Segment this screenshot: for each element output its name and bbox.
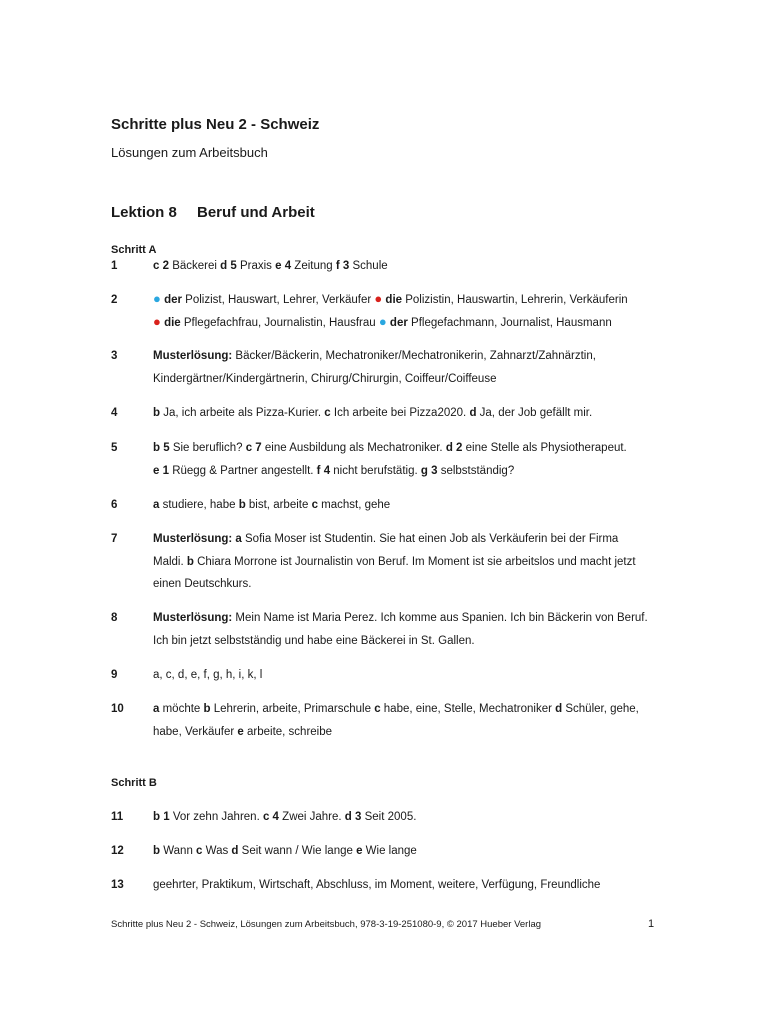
exercise-number: 9 (111, 669, 118, 681)
subtitle: Lösungen zum Arbeitsbuch (111, 145, 268, 160)
book-title: Schritte plus Neu 2 - Schweiz (111, 116, 320, 133)
exercise-number: 2 (111, 294, 118, 306)
lektion-number: Lektion 8 (111, 204, 177, 221)
exercise-text: Musterlösung: Bäcker/Bäckerin, Mechatroniker/Mechatronikerin, Zahnarzt/Zahnärztin, Kindergärtner/Kindergärtnerin, Chirurg/Chirurgin, Coiffeur/Coiffeuse (153, 350, 596, 385)
exercise-4 (111, 402, 651, 425)
exercise-text: b Wann c Was d Seit wann / Wie lange e Wie lange (153, 845, 417, 857)
exercise-number: 1 (111, 260, 118, 272)
exercise-number: 11 (111, 811, 124, 823)
exercise-number: 13 (111, 879, 124, 891)
exercise-5 (111, 437, 651, 482)
exercise-text: b Ja, ich arbeite als Pizza-Kurier. c Ich arbeite bei Pizza2020. d Ja, der Job gefällt mir. (153, 407, 593, 419)
exercise-number: 12 (111, 845, 124, 857)
exercise-text: c 2 Bäckerei d 5 Praxis e 4 Zeitung f 3 Schule (153, 260, 388, 272)
exercise-text: b 5 Sie beruflich? c 7 eine Ausbildung als Mechatroniker. d 2 eine Stelle als Physiotherapeut. e 1 Rüegg & Partner angestellt. f 4 nicht berufstätig. g 3 selbstständig? (153, 442, 627, 477)
lektion-title: Beruf und Arbeit (197, 204, 315, 221)
exercise-text: geehrter, Praktikum, Wirtschaft, Abschluss, im Moment, weitere, Verfügung, Freundliche (153, 879, 601, 891)
exercise-6 (111, 494, 651, 517)
exercise-3 (111, 345, 651, 390)
exercise-10 (111, 698, 651, 743)
exercise-number: 10 (111, 703, 124, 715)
exercise-text: ● der Polizist, Hauswart, Lehrer, Verkäufer ● die Polizistin, Hauswartin, Lehrerin, Verkäuferin ● die Pflegefachfrau, Journalistin, Hausfrau ● der Pflegefachmann, Journalist, Hausmann (153, 291, 628, 329)
exercise-number: 3 (111, 350, 118, 362)
exercise-13 (111, 874, 651, 897)
section-title-schritt-b: Schritt B (111, 777, 157, 789)
red-dot-icon: ● (374, 291, 383, 306)
exercise-text: a, c, d, e, f, g, h, i, k, l (153, 669, 263, 681)
exercise-text: a studiere, habe b bist, arbeite c machst, gehe (153, 499, 391, 511)
exercise-7 (111, 528, 651, 596)
exercise-number: 8 (111, 612, 118, 624)
exercise-number: 7 (111, 533, 118, 545)
exercise-2 (111, 289, 651, 334)
lektion-heading (111, 204, 315, 221)
exercise-number: 6 (111, 499, 118, 511)
footer-citation: Schritte plus Neu 2 - Schweiz, Lösungen zum Arbeitsbuch, 978-3-19-251080-9, © 2017 Hueber Verlag (111, 919, 542, 930)
blue-dot-icon: ● (153, 291, 161, 306)
exercise-number: 5 (111, 442, 118, 454)
exercise-8 (111, 607, 651, 652)
exercise-9 (111, 664, 651, 687)
section-title-schritt-a: Schritt A (111, 244, 157, 256)
blue-dot-icon: ● (378, 313, 387, 329)
exercise-1 (111, 255, 651, 278)
exercise-text: Musterlösung: a Sofia Moser ist Studentin. Sie hat einen Job als Verkäuferin bei der Firma Maldi. b Chiara Morrone ist Journalistin von Beruf. Im Moment ist sie arbeitslos und macht jetzt einen Deutschkurs. (153, 533, 636, 590)
exercise-text: a möchte b Lehrerin, arbeite, Primarschule c habe, eine, Stelle, Mechatroniker d Schüler, gehe, habe, Verkäufer e arbeite, schreibe (153, 703, 639, 738)
page-number: 1 (648, 918, 655, 930)
exercise-12 (111, 840, 651, 863)
exercise-number: 4 (111, 407, 118, 419)
exercise-11 (111, 806, 651, 829)
exercise-text: Musterlösung: Mein Name ist Maria Perez. Ich komme aus Spanien. Ich bin Bäckerin von Beruf. Ich bin jetzt selbstständig und habe eine Bäckerei in St. Gallen. (153, 612, 648, 647)
exercise-text: b 1 Vor zehn Jahren. c 4 Zwei Jahre. d 3 Seit 2005. (153, 811, 417, 823)
red-dot-icon: ● (153, 313, 161, 329)
